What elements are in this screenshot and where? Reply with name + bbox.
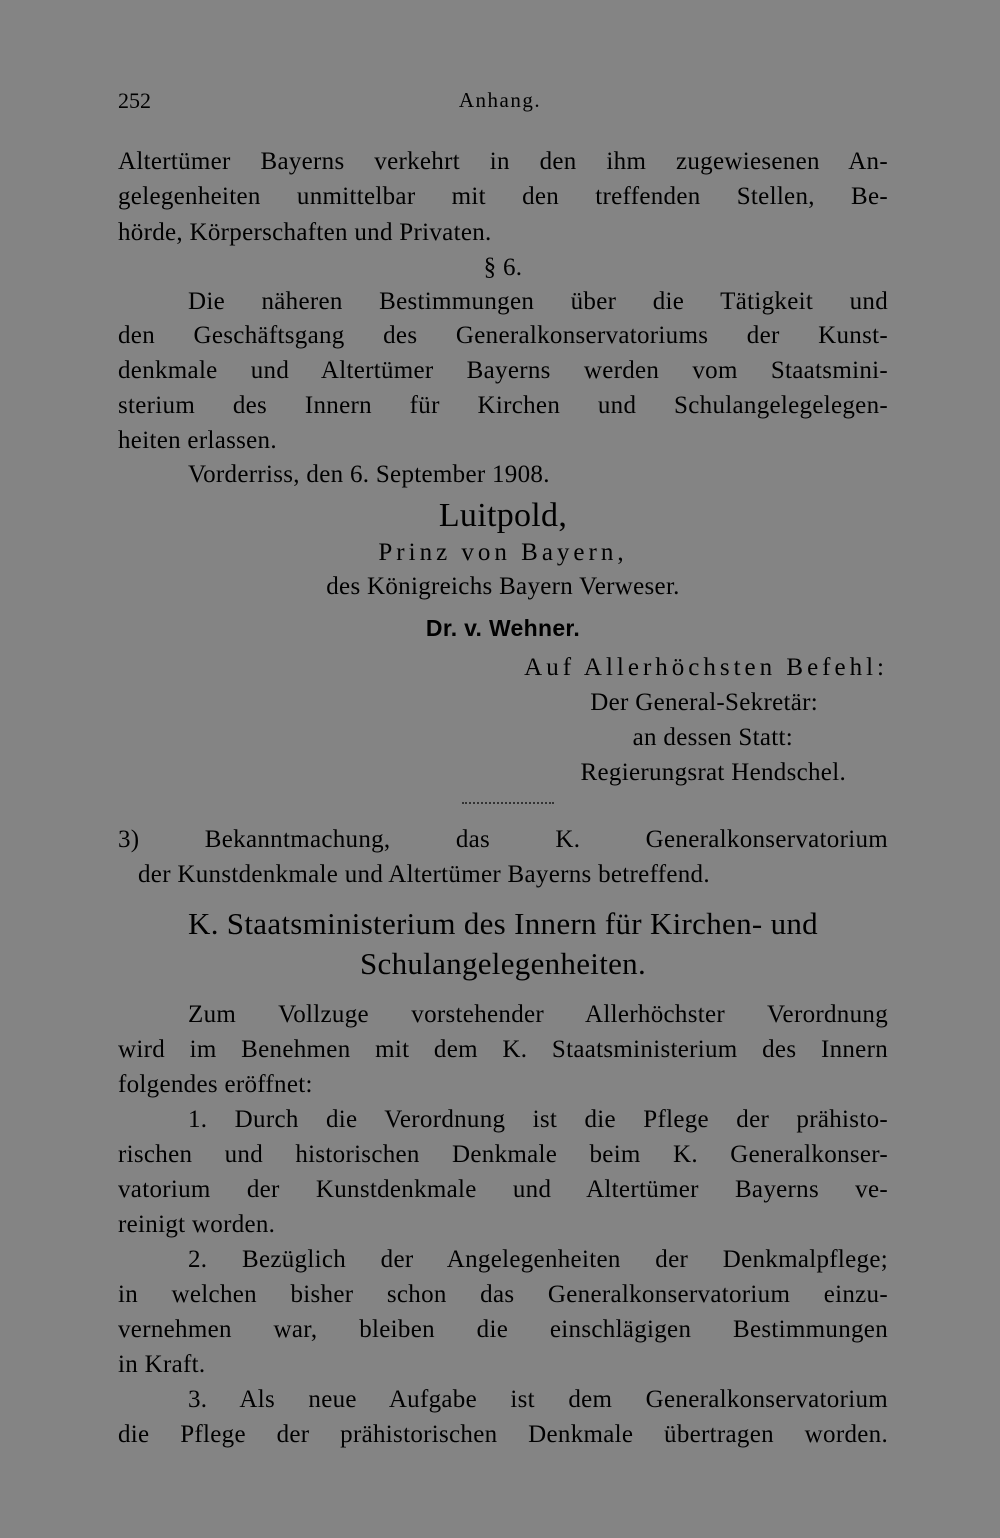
separator bbox=[462, 802, 554, 804]
text-line: 3. Als neue Aufgabe ist dem Generalkonservatorium bbox=[188, 1386, 888, 1413]
order-line: an dessen Statt: bbox=[632, 724, 793, 751]
signatory-role: des Königreichs Bayern Verweser. bbox=[326, 573, 680, 600]
text-line: 2. Bezüglich der Angelegenheiten der Denkmalpflege; bbox=[188, 1246, 888, 1273]
text-line: Zum Vollzuge vorstehender Allerhöchster Verordnung bbox=[188, 1001, 888, 1028]
order-line: Auf Allerhöchsten Befehl: bbox=[524, 654, 888, 681]
ministry-heading: Schulangelegenheiten. bbox=[359, 946, 647, 981]
text-line: vernehmen war, bleiben die einschlägigen Bestimmungen bbox=[118, 1316, 888, 1343]
signatory-title: Prinz von Bayern, bbox=[378, 539, 628, 566]
running-head: Anhang. bbox=[458, 88, 542, 112]
text-line: Die näheren Bestimmungen über die Tätigkeit und bbox=[188, 288, 888, 315]
place-date: Vorderriss, den 6. September 1908. bbox=[188, 461, 550, 488]
notice-heading: der Kunstdenkmale und Altertümer Bayerns betreffend. bbox=[138, 861, 710, 888]
text-line: sterium des Innern für Kirchen und Schulangelegelegen- bbox=[118, 392, 888, 419]
text-line: denkmale und Altertümer Bayerns werden vom Staatsmini- bbox=[118, 357, 888, 384]
page-number: 252 bbox=[118, 88, 151, 113]
signatory-name: Luitpold, bbox=[438, 497, 568, 534]
notice-heading: 3) Bekanntmachung, das K. Generalkonservatorium bbox=[118, 826, 888, 853]
text-line: in welchen bisher schon das Generalkonservatorium einzu- bbox=[118, 1281, 888, 1308]
text-line: gelegenheiten unmittelbar mit den treffenden Stellen, Be- bbox=[118, 183, 888, 210]
countersignature: Dr. v. Wehner. bbox=[425, 615, 581, 641]
text-line: in Kraft. bbox=[118, 1351, 206, 1378]
text-line: rischen und historischen Denkmale beim K. Generalkonser- bbox=[118, 1141, 888, 1168]
text-line: hörde, Körperschaften und Privaten. bbox=[118, 219, 492, 246]
text-line: die Pflege der prähistorischen Denkmale übertragen worden. bbox=[118, 1421, 888, 1448]
text-line: vatorium der Kunstdenkmale und Altertümer Bayerns ve- bbox=[118, 1176, 888, 1203]
section-heading: § 6. bbox=[483, 254, 523, 281]
order-line: Der General-Sekretär: bbox=[590, 689, 818, 716]
text-line: folgendes eröffnet: bbox=[118, 1071, 313, 1098]
text-line: 1. Durch die Verordnung ist die Pflege der prähisto- bbox=[188, 1106, 888, 1133]
text-line: heiten erlassen. bbox=[118, 427, 277, 454]
order-line: Regierungsrat Hendschel. bbox=[580, 759, 846, 786]
text-line: den Geschäftsgang des Generalkonservatoriums der Kunst- bbox=[118, 322, 888, 349]
text-line: reinigt worden. bbox=[118, 1211, 276, 1238]
text-line: Altertümer Bayerns verkehrt in den ihm zugewiesenen An- bbox=[118, 148, 888, 175]
text-line: wird im Benehmen mit dem K. Staatsministerium des Innern bbox=[118, 1036, 888, 1063]
ministry-heading: K. Staatsministerium des Innern für Kirchen- und bbox=[188, 906, 818, 941]
